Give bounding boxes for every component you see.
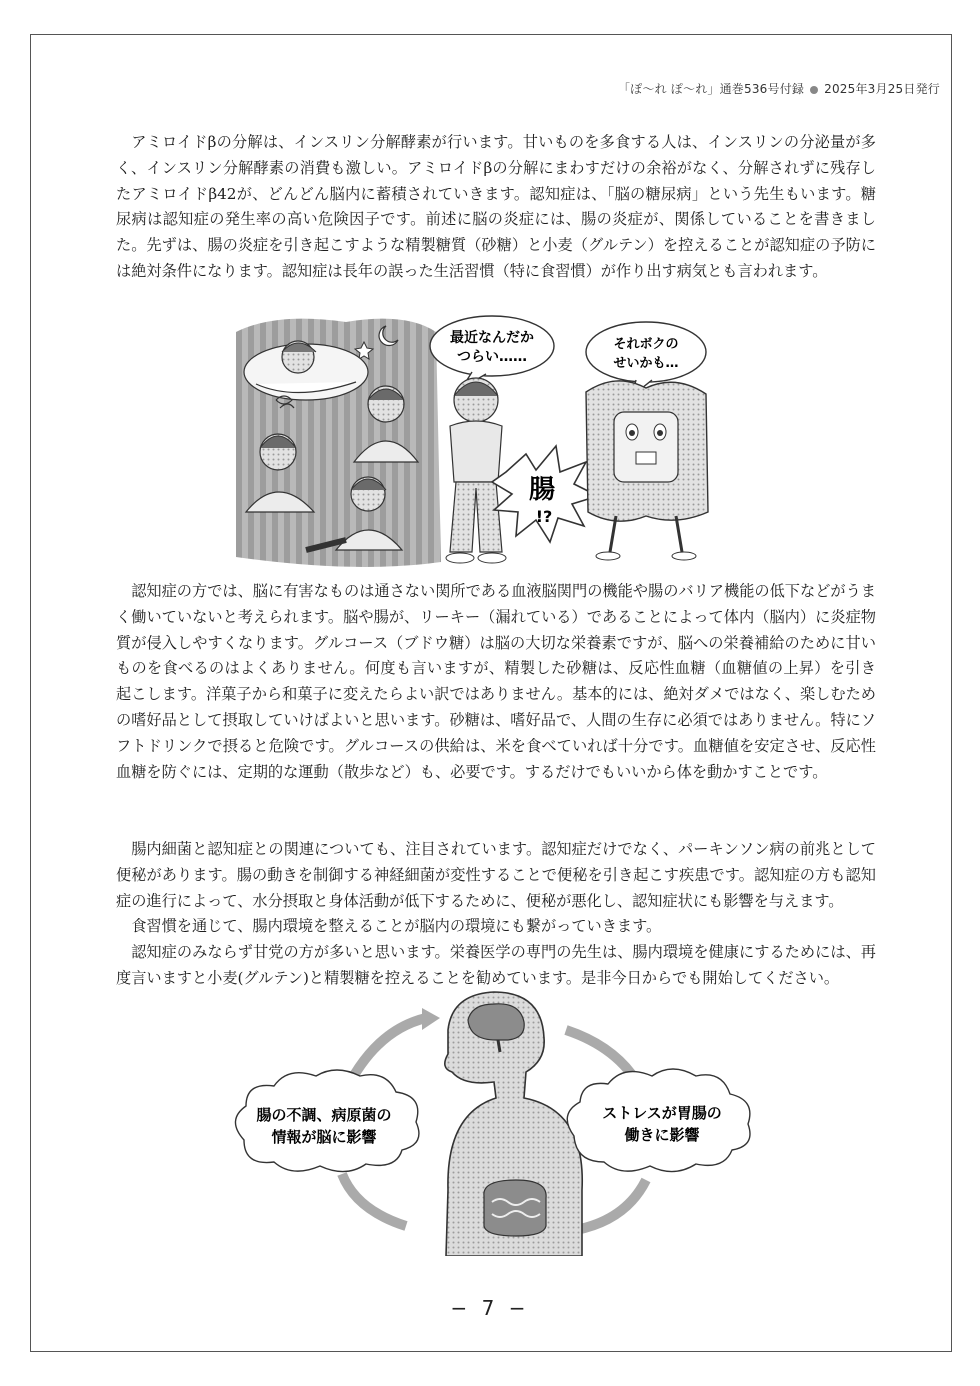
bubble-right-line2: せいかも… xyxy=(613,356,679,371)
cloud-right xyxy=(567,1069,750,1172)
burst-sub-text: !? xyxy=(535,507,553,526)
intestine-icon xyxy=(484,1180,546,1236)
paragraph-2: 認知症の方では、脳に有害なものは通さない関所である血液脳関門の機能や腸のバリア機能の低下などがうまく働いていないと考えられます。脳や腸が、リーキー（漏れている）であることによって体内（脳内）に炎症物質が侵入しやすくなります。グルコース（ブドウ糖）は脳の大切な栄養素ですが、脳への栄養補給のために甘いものを食べるのはよくありません。何度も言いますが、精製した砂糖は、反応性血糖（血糖値の上昇）を引き起こします。洋菓子から和菓子に変えたらよい訳ではありません。基本的には、絶対ダメではなく、楽しむための嗜好品として摂取していけばよいと思います。砂糖は、嗜好品で、人間の生存に必須ではありません。特にソフトドリンクで摂ると危険です。グルコースの供給は、米を食べていれば十分です。血糖値を安定させ、反応性血糖を防ぐには、定期的な運動（散歩など）も、必要です。するだけでもいいから体を動かすことです。 xyxy=(116,582,876,781)
arrowhead-icon xyxy=(422,1008,440,1030)
page-header xyxy=(618,80,940,97)
cloud-left xyxy=(235,1070,418,1172)
bubble-left-line2: つらい…… xyxy=(457,349,527,365)
paragraph-5: 認知症のみならず甘党の方が多いと思います。栄養医学の専門の先生は、腸内環境を健康にするためには、再度言いますと小麦(グルテン)と精製糖を控えることを勧めています。是非今日からでも開始してください。 xyxy=(116,943,876,987)
human-silhouette xyxy=(445,992,582,1256)
cloud-left-line1: 腸の不調、病原菌の xyxy=(256,1106,392,1124)
header-date: 2025年3月25日発行 xyxy=(824,82,940,96)
bubble-left-line1: 最近なんだか xyxy=(450,330,534,346)
cloud-left-line2: 情報が脳に影響 xyxy=(271,1128,377,1146)
cloud-right-line2: 働きに影響 xyxy=(624,1126,700,1144)
bullet-dot-icon xyxy=(810,86,818,94)
speech-bubble-left xyxy=(430,316,554,388)
cloud-right-line1: ストレスが胃腸の xyxy=(602,1104,722,1122)
cycle-arrow-lower-right xyxy=(576,1180,646,1230)
standing-woman xyxy=(446,378,506,563)
paragraph-4: 食習慣を通じて、腸内環境を整えることが脳内の環境にも繋がっていきます。 xyxy=(131,917,662,935)
paragraph-1: アミロイドβの分解は、インスリン分解酵素が行います。甘いものを多食する人は、インスリンの分泌量が多く、インスリン分解酵素の消費も激しい。アミロイドβの分解にまわすだけの余裕がなく、分解されずに残存したアミロイドβ42が、どんどん脳内に蓄積されていきます。認知症は、「脳の糖尿病」という先生もいます。糖尿病は認知症の発生率の高い危険因子です。前述に脳の炎症には、腸の炎症が、関係していることを書きました。先ずは、腸の炎症を引き起こすような精製糖質（砂糖）と小麦（グルテン）を控えることが認知症の予防には絶対条件になります。認知症は長年の誤った生活習慣（特に食習慣）が作り出す病気とも言われます。 xyxy=(116,133,876,280)
page-number: − 7 − xyxy=(450,1296,530,1320)
gut-brain-axis-diagram xyxy=(226,990,760,1256)
paragraph-3: 腸内細菌と認知症との関連についても、注目されています。認知症だけでなく、パーキンソン病の前兆として便秘があります。腸の動きを制御する神経細菌が変性することで便秘を引き起こす疾患です。認知症の方も認知症の進行によって、水分摂取と身体活動が低下するために、便秘が悪化し、認知症状にも影響を与えます。 xyxy=(116,840,876,910)
gut-dementia-illustration xyxy=(236,312,716,572)
brain-icon xyxy=(468,1004,524,1040)
burst-main-text: 腸 xyxy=(528,475,556,505)
burst-exclamation xyxy=(492,446,598,542)
header-publication: 「ぽ〜れ ぽ〜れ」通巻536号付録 xyxy=(617,82,805,96)
intestine-character xyxy=(586,381,708,560)
bubble-right-line1: それボクの xyxy=(613,337,679,352)
cycle-arrow-lower-left xyxy=(342,1174,406,1226)
